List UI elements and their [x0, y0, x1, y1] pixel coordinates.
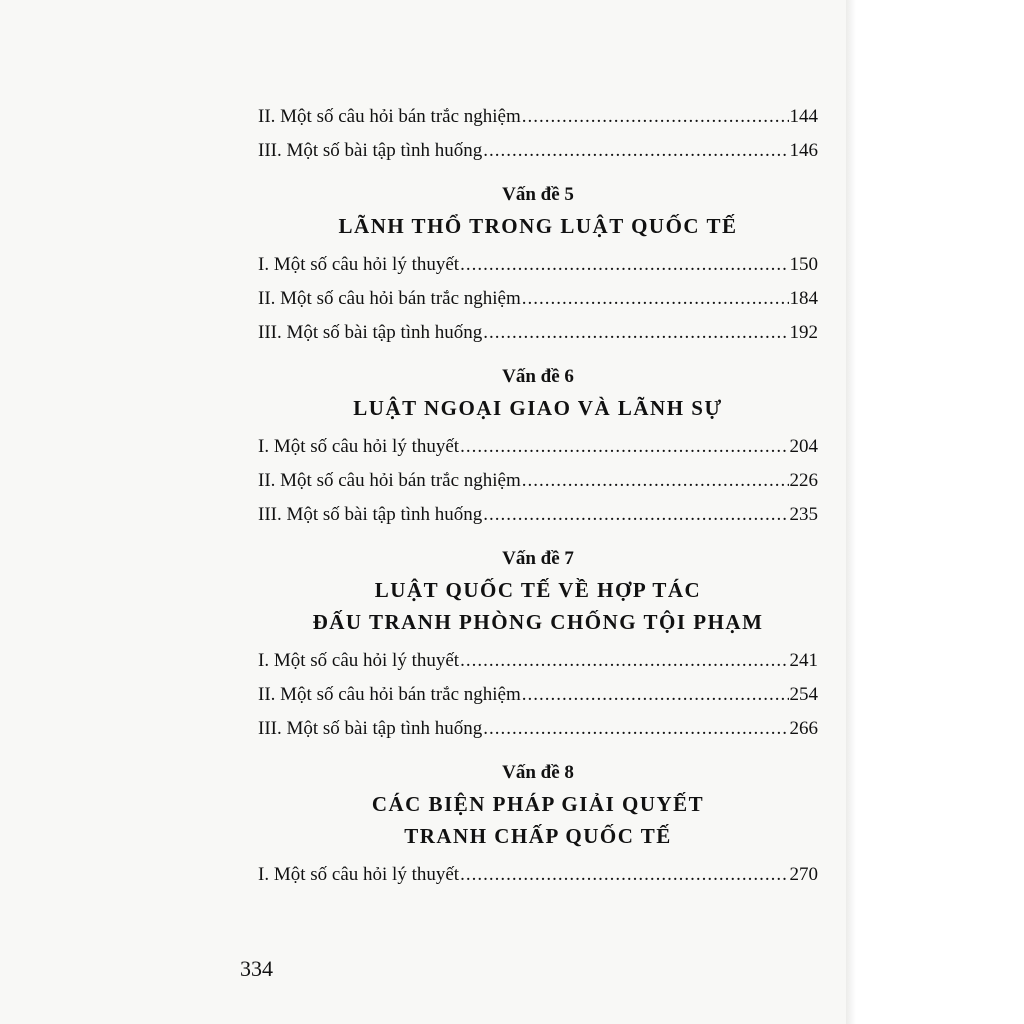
section-title: TRANH CHẤP QUỐC TẾ: [404, 824, 672, 848]
toc-entry-label: II. Một số câu hỏi bán trắc nghiệm: [258, 684, 521, 705]
toc-entry[interactable]: [258, 712, 818, 746]
toc-entry-label: II. Một số câu hỏi bán trắc nghiệm: [258, 106, 521, 127]
toc-entry-label: I. Một số câu hỏi lý thuyết: [258, 864, 460, 885]
toc-entry-label: I. Một số câu hỏi lý thuyết: [258, 254, 460, 275]
toc-entry-page: 241: [789, 650, 818, 671]
toc-entry-label: III. Một số bài tập tình huống: [258, 322, 483, 343]
toc-entry-page: 184: [789, 288, 818, 309]
dot-leader: [460, 430, 788, 464]
toc-entry[interactable]: [258, 430, 818, 464]
toc-entry-page: 144: [789, 106, 818, 127]
toc-entry[interactable]: [258, 498, 818, 532]
toc-entry-label: III. Một số bài tập tình huống: [258, 140, 483, 161]
toc-entry-page: 146: [789, 140, 818, 161]
dot-leader: [522, 100, 789, 134]
toc-entry[interactable]: [258, 100, 818, 134]
section-heading: Vấn đề 8: [502, 762, 574, 783]
dot-leader: [483, 712, 788, 746]
toc-entry-page: 235: [789, 504, 818, 525]
toc-entry[interactable]: [258, 248, 818, 282]
dot-leader: [483, 316, 788, 350]
toc-entry-page: 204: [789, 436, 818, 457]
toc-entry-page: 192: [789, 322, 818, 343]
section-title: LÃNH THỔ TRONG LUẬT QUỐC TẾ: [338, 214, 738, 238]
section-heading: Vấn đề 6: [502, 366, 574, 387]
dot-leader: [483, 498, 788, 532]
section-heading: Vấn đề 5: [502, 184, 574, 205]
dot-leader: [522, 282, 789, 316]
toc-entry[interactable]: [258, 678, 818, 712]
dot-leader: [460, 644, 788, 678]
toc-entry-label: I. Một số câu hỏi lý thuyết: [258, 650, 460, 671]
toc-entry[interactable]: [258, 858, 818, 892]
dot-leader: [522, 678, 789, 712]
toc-entry-label: III. Một số bài tập tình huống: [258, 504, 483, 525]
section-title: LUẬT QUỐC TẾ VỀ HỢP TÁC: [374, 578, 702, 602]
toc-entry-page: 266: [789, 718, 818, 739]
dot-leader: [483, 134, 788, 168]
toc-entry[interactable]: [258, 464, 818, 498]
dot-leader: [460, 248, 788, 282]
toc-entry-page: 270: [789, 864, 818, 885]
toc-entry[interactable]: [258, 316, 818, 350]
toc-entry-label: II. Một số câu hỏi bán trắc nghiệm: [258, 288, 521, 309]
section-title: CÁC BIỆN PHÁP GIẢI QUYẾT: [371, 792, 705, 816]
dot-leader: [522, 464, 789, 498]
page-number: 334: [240, 956, 273, 981]
section-title: LUẬT NGOẠI GIAO VÀ LÃNH SỰ: [353, 396, 723, 420]
toc-entry-label: III. Một số bài tập tình huống: [258, 718, 483, 739]
section-title: ĐẤU TRANH PHÒNG CHỐNG TỘI PHẠM: [312, 610, 764, 634]
toc-entry-label: I. Một số câu hỏi lý thuyết: [258, 436, 460, 457]
toc-entry-page: 150: [789, 254, 818, 275]
toc-entry[interactable]: [258, 644, 818, 678]
toc-entry-page: 226: [789, 470, 818, 491]
toc-entry[interactable]: [258, 134, 818, 168]
table-of-contents: [258, 100, 818, 892]
section-heading: Vấn đề 7: [502, 548, 574, 569]
toc-entry-page: 254: [789, 684, 818, 705]
toc-entry[interactable]: [258, 282, 818, 316]
page-edge: [846, 0, 856, 1024]
toc-entry-label: II. Một số câu hỏi bán trắc nghiệm: [258, 470, 521, 491]
dot-leader: [460, 858, 788, 892]
